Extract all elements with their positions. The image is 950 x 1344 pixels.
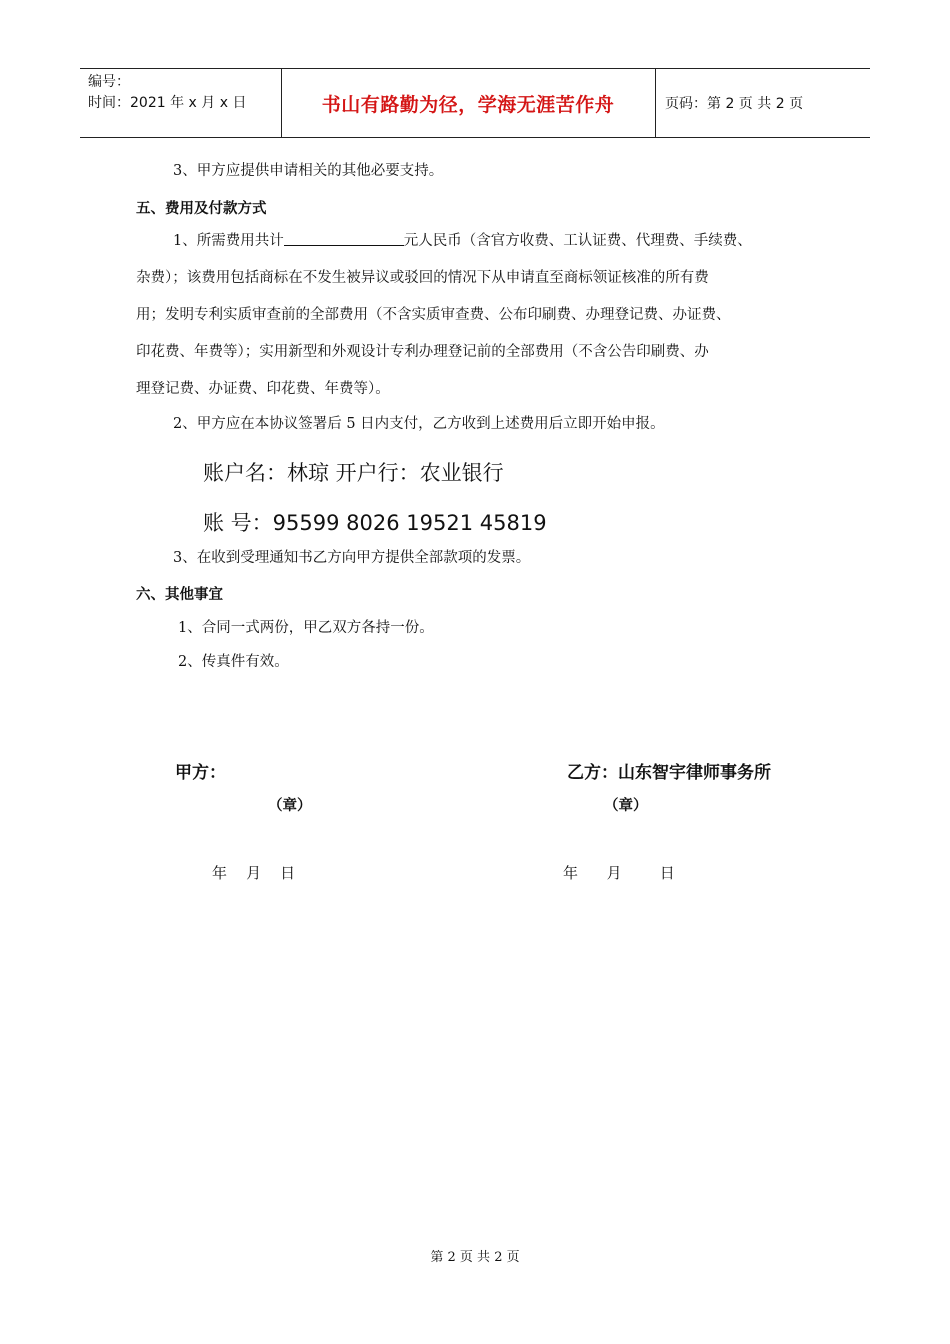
- page-footer: 第 2 页 共 2 页: [430, 1250, 520, 1265]
- bank-account-name: 账户名：林琼 开户行：农业银行: [203, 461, 504, 485]
- section5-item3: 3、在收到受理通知书乙方向甲方提供全部款项的发票。: [173, 550, 531, 566]
- section5-item1-line5: 理登记费、办证费、印花费、年费等）。: [136, 381, 390, 397]
- party-b-seal: （章）: [604, 797, 648, 814]
- party-a-date: 年 月 日: [212, 864, 296, 882]
- section5-item1-line3: 用；发明专利实质审查前的全部费用（不含实质审查费、公布印刷费、办理登记费、办证费、: [136, 307, 731, 323]
- page-header: [80, 68, 870, 138]
- bank-account-number: 账 号：95599 8026 19521 45819: [203, 511, 547, 535]
- section6-item2: 2、传真件有效。: [178, 654, 289, 670]
- party-a-label: 甲方：: [175, 763, 226, 783]
- document-number-label: 编号：: [88, 74, 130, 90]
- item1-suffix: 元人民币（含官方收费、工认证费、代理费、手续费、: [403, 233, 752, 249]
- party-a-seal: （章）: [268, 797, 312, 814]
- document-time: 时间：2021 年 x 月 x 日: [88, 95, 247, 111]
- section5-item1-line2: 杂费）；该费用包括商标在不发生被异议或驳回的情况下从申请直至商标领证核准的所有费: [136, 270, 709, 286]
- item1-prefix: 1、所需费用共计: [173, 233, 284, 249]
- section6-heading: 六、其他事宜: [136, 587, 223, 603]
- section5-item1-line1: [173, 231, 752, 251]
- party-b-label: 乙方：山东智宇律师事务所: [567, 763, 771, 783]
- header-motto: 书山有路勤为径，学海无涯苦作舟: [321, 93, 615, 116]
- amount-blank: [284, 231, 404, 246]
- section5-item2: 2、甲方应在本协议签署后 5 日内支付，乙方收到上述费用后立即开始申报。: [173, 416, 665, 432]
- header-divider: [655, 69, 656, 137]
- party-b-date: 年 月 日: [563, 864, 675, 882]
- section6-item1: 1、合同一式两份，甲乙双方各持一份。: [178, 620, 434, 636]
- section4-item3: 3、甲方应提供申请相关的其他必要支持。: [173, 163, 444, 179]
- section5-heading: 五、费用及付款方式: [136, 201, 267, 217]
- section5-item1-line4: 印花费、年费等）；实用新型和外观设计专利办理登记前的全部费用（不含公告印刷费、办: [136, 344, 709, 360]
- header-page-indicator: 页码：第 2 页 共 2 页: [665, 96, 804, 112]
- header-left: [88, 72, 246, 114]
